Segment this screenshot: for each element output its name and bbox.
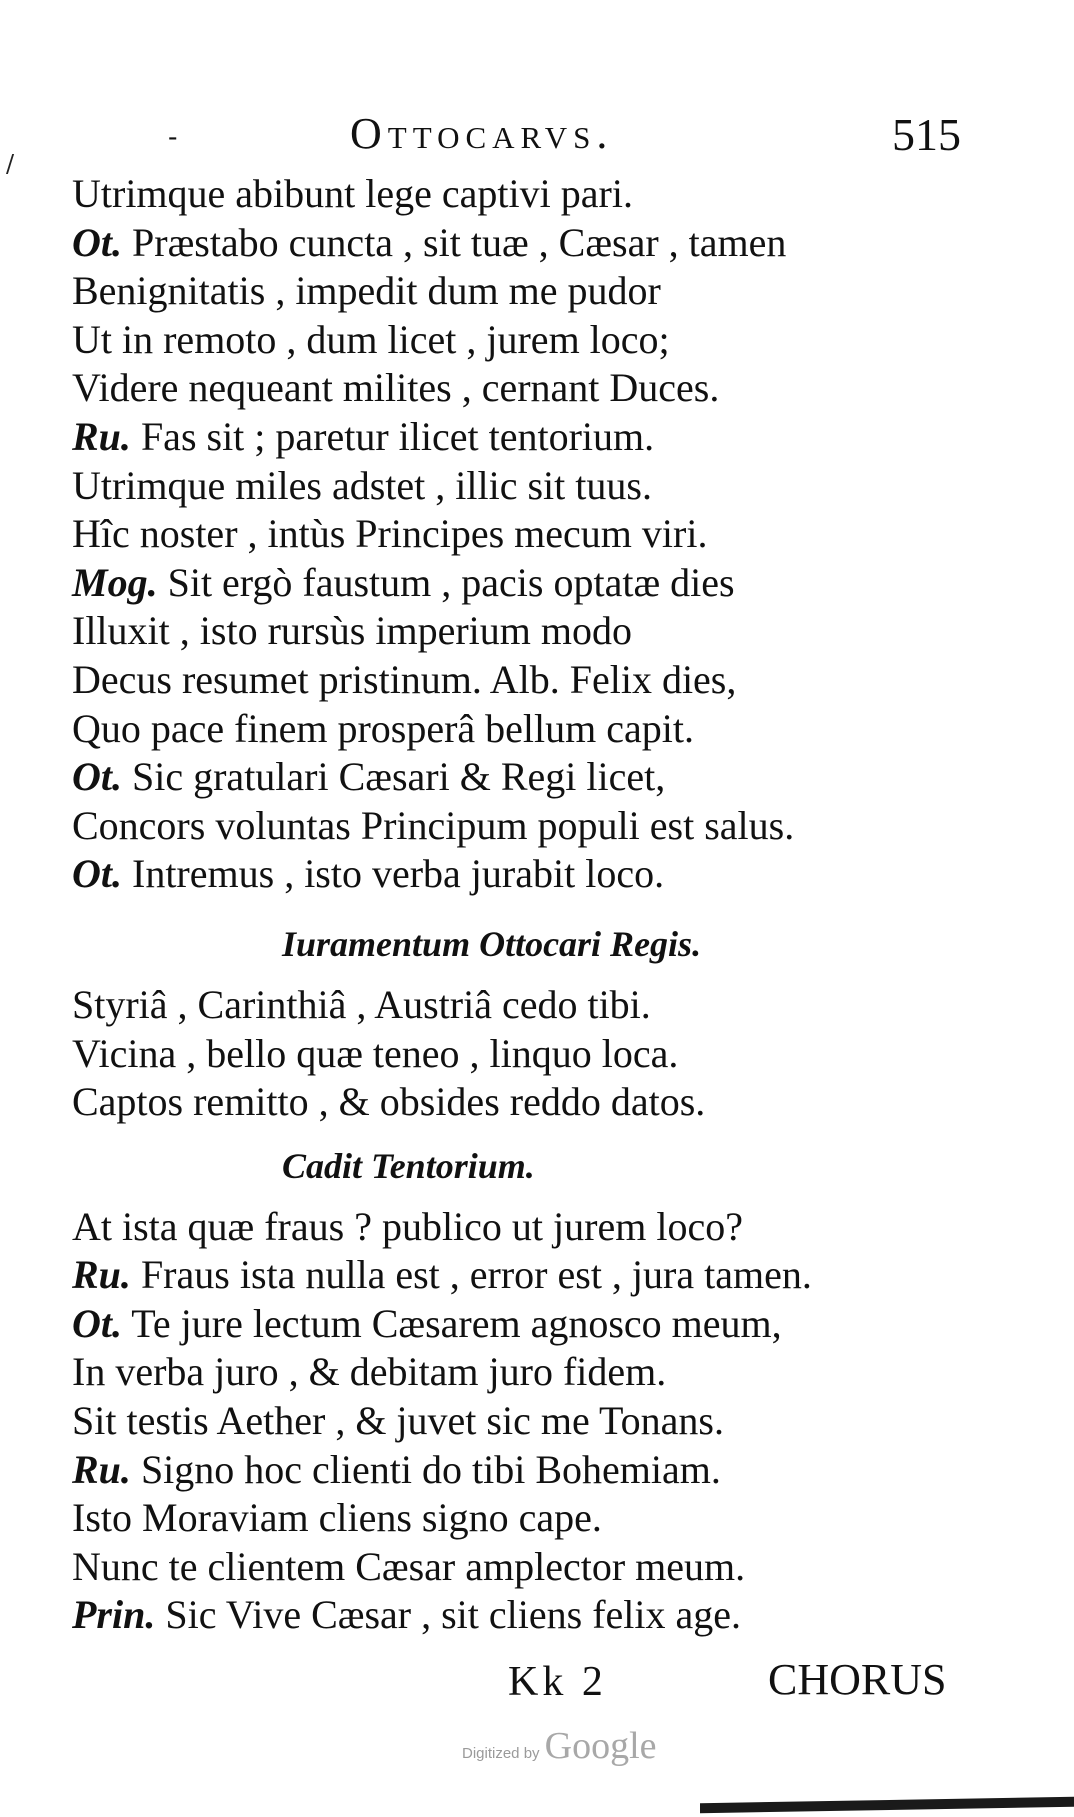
line-text: Hîc noster , intùs Principes mecum viri. — [72, 511, 708, 557]
speaker-label: Ot. — [72, 851, 122, 897]
line-text: Nunc te clientem Cæsar amplector meum. — [72, 1543, 746, 1589]
verse-line — [72, 1251, 972, 1300]
line-text: Sit ergò faustum , pacis optatæ dies — [157, 559, 735, 605]
stage-direction: Cadit Tentorium. — [282, 1145, 535, 1186]
oath-line: Captos remitto , & obsides reddo datos. — [72, 1079, 706, 1125]
verse-line — [72, 802, 972, 851]
line-text: Ut in remoto , dum licet , jurem loco; — [72, 316, 670, 362]
speaker-label: Ot. — [72, 754, 122, 800]
verse-line — [72, 850, 972, 899]
line-text: Sic gratulari Cæsari & Regi licet, — [122, 754, 666, 800]
line-text: Te jure lectum Cæsarem agnosco meum, — [122, 1300, 782, 1346]
oath-line: Vicina , bello quæ teneo , linquo loca. — [72, 1030, 679, 1076]
margin-mark: / — [6, 150, 15, 178]
verse-line — [72, 607, 972, 656]
verse-line — [72, 510, 972, 559]
line-text: Signo hoc clienti do tibi Bohemiam. — [130, 1446, 721, 1492]
verse-line — [72, 170, 972, 219]
line-text: Intremus , isto verba jurabit loco. — [122, 851, 665, 897]
verse-line — [72, 364, 972, 413]
verse-line — [72, 1348, 972, 1397]
verse-line — [72, 316, 972, 365]
watermark-text: Digitized by — [462, 1745, 540, 1762]
speaker-label: Ru. — [72, 413, 131, 459]
line-text: Fas sit ; paretur ilicet tentorium. — [130, 413, 655, 459]
oath-heading: Iuramentum Ottocari Regis. — [282, 923, 702, 964]
line-text: Fraus ista nulla est , error est , jura tamen. — [130, 1252, 812, 1298]
page-number: 515 — [892, 109, 961, 160]
line-text: Quo pace finem prosperâ bellum capit. — [72, 705, 694, 751]
verse-line — [72, 656, 972, 705]
verse-line — [72, 1397, 972, 1446]
line-text: At ista quæ fraus ? publico ut jurem loco? — [72, 1203, 743, 1249]
page-edge-shadow — [700, 1797, 1074, 1814]
verse-text — [72, 170, 972, 1640]
line-text: Illuxit , isto rursùs imperium modo — [72, 608, 632, 654]
verse-line — [72, 705, 972, 754]
digitized-watermark — [462, 1724, 657, 1768]
google-logo: Google — [544, 1725, 657, 1767]
speaker-label: Ru. — [72, 1446, 131, 1492]
header-dash: - — [168, 120, 178, 153]
verse-line — [72, 413, 972, 462]
verse-line — [72, 1543, 972, 1592]
line-text: Sit testis Aether , & juvet sic me Tonans. — [72, 1398, 724, 1444]
line-text: Præstabo cuncta , sit tuæ , Cæsar , tamen — [122, 219, 787, 265]
line-text: Benignitatis , impedit dum me pudor — [72, 268, 661, 314]
line-text: Videre nequeant milites , cernant Duces. — [72, 365, 720, 411]
verse-line — [72, 753, 972, 802]
catchword: CHORUS — [768, 1655, 947, 1704]
verse-line — [72, 559, 972, 608]
verse-line — [72, 1203, 972, 1252]
verse-line — [72, 219, 972, 268]
line-text: Concors voluntas Principum populi est salus. — [72, 802, 795, 848]
verse-line — [72, 462, 972, 511]
line-text: Utrimque miles adstet , illic sit tuus. — [72, 462, 652, 508]
line-text: In verba juro , & debitam juro fidem. — [72, 1349, 667, 1395]
line-text: Sic Vive Cæsar , sit cliens felix age. — [155, 1592, 742, 1638]
speaker-label: Ru. — [72, 1252, 131, 1298]
line-text: Isto Moraviam cliens signo cape. — [72, 1495, 602, 1541]
verse-line — [72, 1591, 972, 1640]
running-head — [0, 108, 1074, 168]
speaker-label: Ot. — [72, 1300, 122, 1346]
speaker-label: Ot. — [72, 219, 122, 265]
verse-line — [72, 1494, 972, 1543]
verse-line — [72, 267, 972, 316]
speaker-label: Prin. — [72, 1592, 156, 1638]
verse-line — [72, 1300, 972, 1349]
line-text: Decus resumet pristinum. Alb. Felix dies, — [72, 656, 737, 702]
running-title: Ottocarvs. — [350, 109, 614, 158]
oath-line: Styriâ , Carinthiâ , Austriâ cedo tibi. — [72, 981, 651, 1027]
line-text: Utrimque abibunt lege captivi pari. — [72, 171, 633, 216]
speaker-label: Mog. — [72, 559, 158, 605]
signature-mark: Kk 2 — [508, 1659, 607, 1705]
verse-line — [72, 1446, 972, 1495]
